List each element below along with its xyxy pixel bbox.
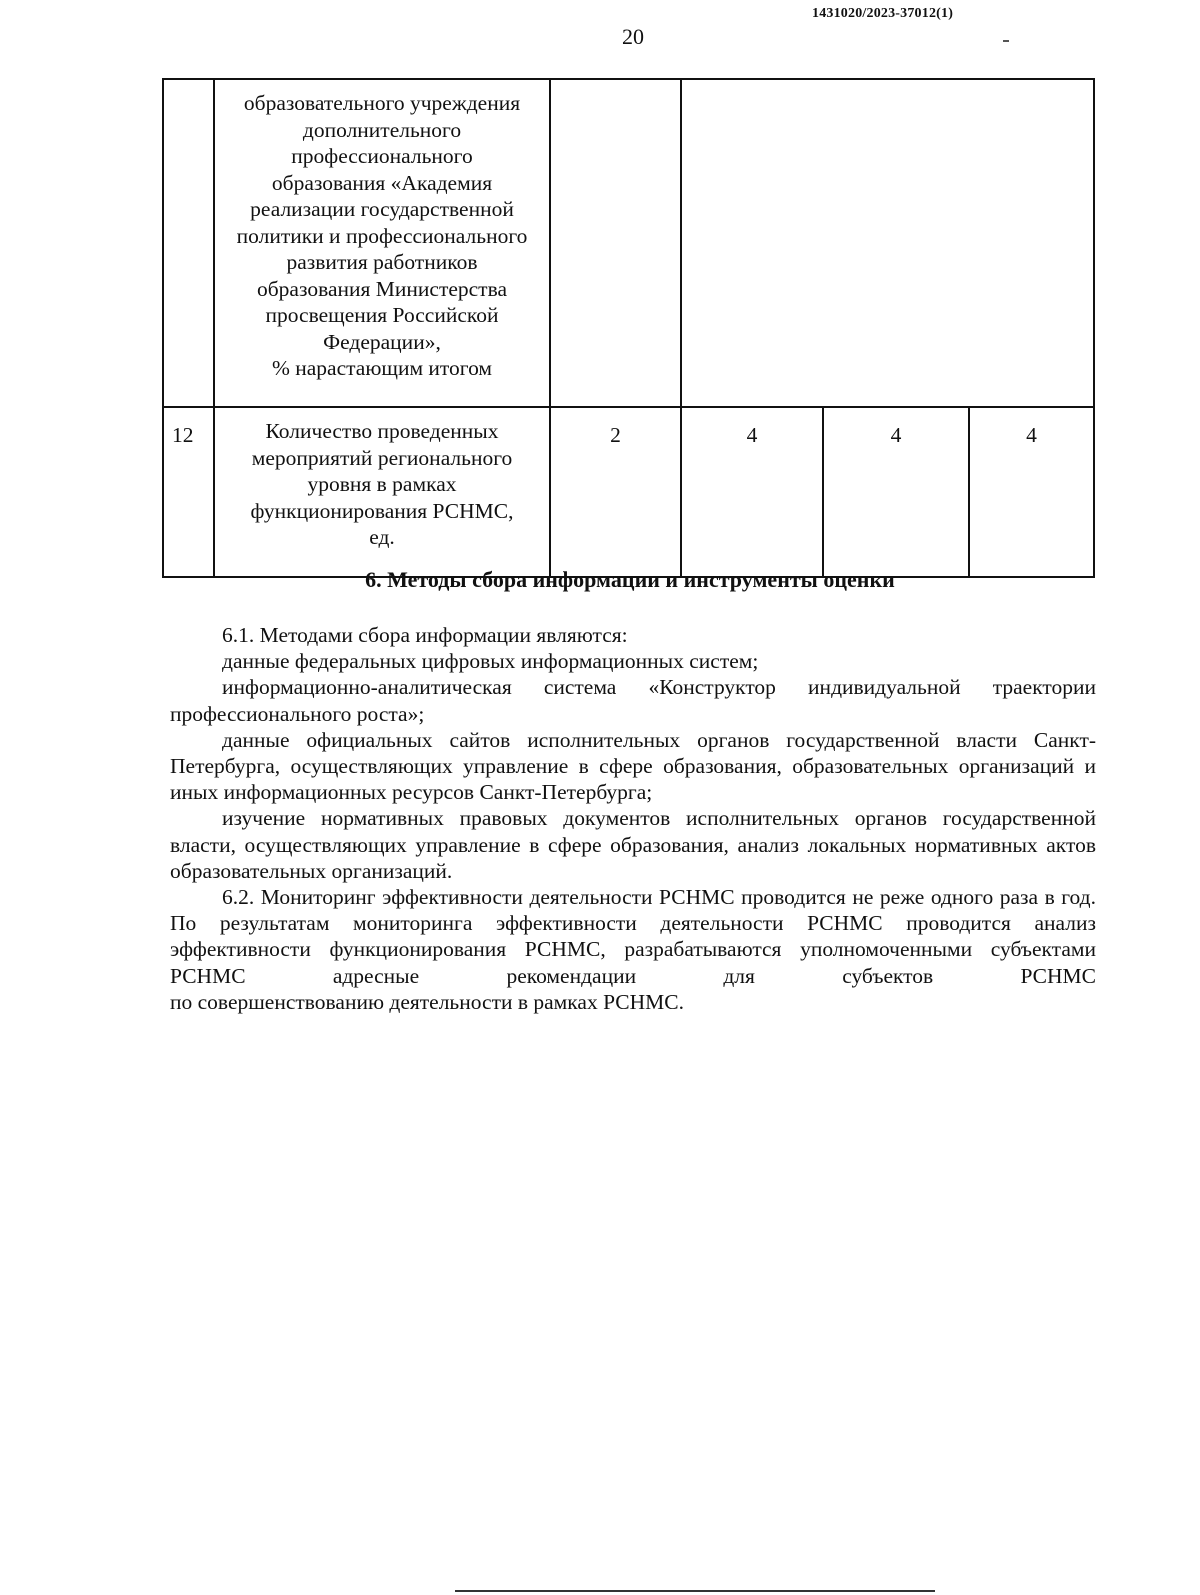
value-cell	[550, 79, 681, 407]
name-line: просвещения Российской	[265, 303, 499, 327]
name-line: образования Министерства	[256, 276, 507, 301]
value-cell: 2	[550, 407, 681, 577]
value-cell: 4	[969, 407, 1094, 577]
name-line: политики и профессионального	[236, 223, 528, 248]
name-line: Количество проведенных	[265, 419, 499, 443]
table-row	[163, 407, 1094, 577]
paragraph: информационно-аналитическая система «Конструктор индивидуальной траектории профессионального роста»;	[170, 675, 1096, 726]
indicator-name-cell	[214, 79, 550, 407]
row-number-cell	[163, 79, 214, 407]
name-line: профессионального	[291, 144, 473, 168]
page-number: 20	[622, 24, 644, 49]
name-line: Федерации»,	[323, 329, 441, 354]
paragraph: данные федеральных цифровых информационных систем;	[222, 649, 759, 674]
paragraph: по совершенствованию деятельности в рамках РСНМС.	[170, 989, 684, 1014]
name-line: дополнительного	[302, 117, 462, 142]
name-line: образования «Академия	[271, 170, 493, 195]
document-id: 1431020/2023-37012(1)	[812, 6, 954, 21]
name-line: % нарастающим итогом	[271, 356, 493, 380]
table-row	[163, 79, 1094, 407]
name-line: ед.	[369, 525, 395, 549]
value-cell: 4	[823, 407, 969, 577]
row-number-cell: 12	[163, 407, 214, 577]
indicator-name-cell	[214, 407, 550, 577]
paragraph: 6.1. Методами сбора информации являются:	[222, 623, 628, 647]
value-cell: 4	[681, 407, 823, 577]
name-line: уровня в рамках	[307, 472, 457, 496]
name-line: мероприятий регионального	[251, 445, 513, 470]
section-title: 6. Методы сбора информации и инструменты оценки	[365, 567, 895, 592]
section-body	[170, 622, 1096, 1015]
scan-mark	[1003, 40, 1009, 42]
name-line: функционирования РСНМС,	[250, 498, 514, 523]
paragraph: изучение нормативных правовых документов исполнительных органов государственной власти, осуществляющих управление в сфере образования, анализ локальных нормативных актов образовательных организаций.	[170, 806, 1096, 883]
paragraph: данные официальных сайтов исполнительных органов государственной власти Санкт-Петербурга, осуществляющих управление в сфере образования, образовательных организаций и иных информационных ресурсов Санкт-Петербурга;	[170, 727, 1096, 805]
value-cell-merged	[681, 79, 1094, 407]
scan-edge-line	[455, 1590, 935, 1592]
name-line: образовательного учреждения	[243, 91, 521, 115]
name-line: развития работников	[286, 250, 478, 274]
paragraph: 6.2. Мониторинг эффективности деятельности РСНМС проводится не реже одного раза в год. По результатам мониторинга эффективности деятельности РСНМС проводится анализ эффективности функционирования РСНМС, разрабатываются уполномоченными субъектами РСНМС адресные рекомендации для субъектов РСНМС	[170, 885, 1096, 988]
name-line: реализации государственной	[250, 197, 514, 221]
indicators-table	[162, 78, 1095, 578]
